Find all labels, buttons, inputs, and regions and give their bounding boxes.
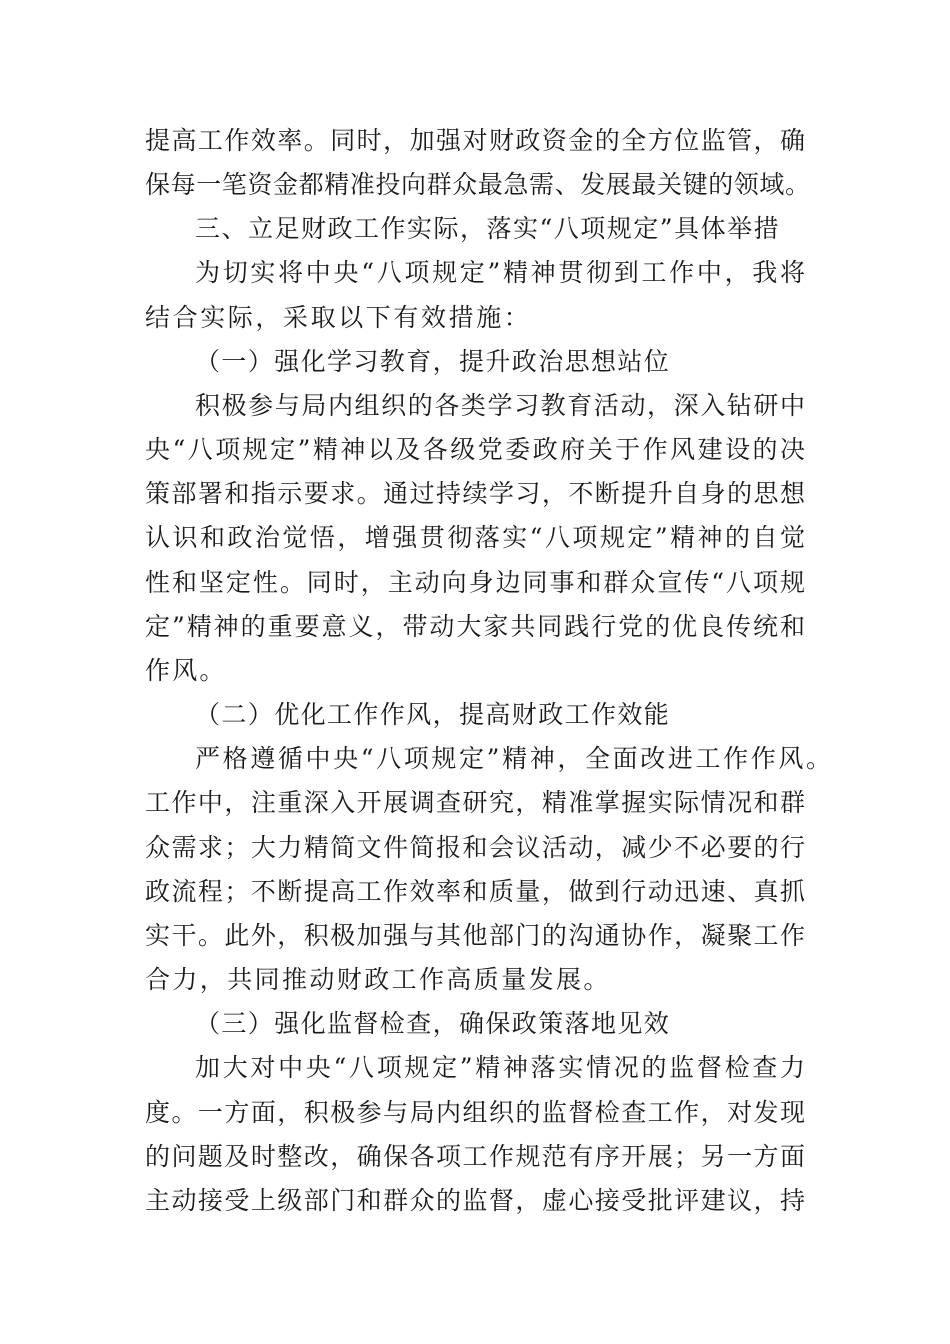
paragraph-line: 为切实将中央“八项规定”精神贯彻到工作中，我将 bbox=[195, 258, 805, 287]
paragraph-line: 的问题及时整改，确保各项工作规范有序开展；另一方面 bbox=[145, 1142, 805, 1171]
paragraph-line: 认识和政治觉悟，增强贯彻落实“八项规定”精神的自觉 bbox=[145, 523, 805, 552]
paragraph-line: 加大对中央“八项规定”精神落实情况的监督检查力 bbox=[195, 1053, 805, 1082]
paragraph-line: 度。一方面，积极参与局内组织的监督检查工作，对发现 bbox=[145, 1098, 805, 1127]
paragraph-line: 定”精神的重要意义，带动大家共同践行党的优良传统和 bbox=[145, 612, 805, 641]
paragraph-line: 政流程；不断提高工作效率和质量，做到行动迅速、真抓 bbox=[145, 877, 805, 906]
paragraph-line: 策部署和指示要求。通过持续学习，不断提升自身的思想 bbox=[145, 479, 805, 508]
paragraph-line: 积极参与局内组织的各类学习教育活动，深入钻研中 bbox=[195, 391, 805, 420]
paragraph-line: 主动接受上级部门和群众的监督，虚心接受批评建议，持 bbox=[145, 1186, 805, 1215]
paragraph-line: 提高工作效率。同时，加强对财政资金的全方位监管，确 bbox=[145, 126, 805, 155]
subsection-heading: （二）优化工作作风，提高财政工作效能 bbox=[195, 700, 671, 729]
paragraph-line: 严格遵循中央“八项规定”精神，全面改进工作作风。 bbox=[195, 744, 831, 773]
paragraph-line: 众需求；大力精简文件简报和会议活动，减少不必要的行 bbox=[145, 833, 805, 862]
subsection-heading: （一）强化学习教育，提升政治思想站位 bbox=[195, 347, 671, 376]
paragraph-line: 合力，共同推动财政工作高质量发展。 bbox=[145, 965, 611, 994]
paragraph-line: 央“八项规定”精神以及各级党委政府关于作风建设的决 bbox=[145, 435, 805, 464]
paragraph-line: 结合实际，采取以下有效措施： bbox=[145, 303, 532, 332]
paragraph-line: 性和坚定性。同时，主动向身边同事和群众宣传“八项规 bbox=[145, 568, 805, 597]
section-heading: 三、立足财政工作实际，落实“八项规定”具体举措 bbox=[195, 214, 781, 243]
subsection-heading: （三）强化监督检查，确保政策落地见效 bbox=[195, 1009, 671, 1038]
paragraph-line: 作风。 bbox=[145, 656, 227, 685]
paragraph-line: 工作中，注重深入开展调查研究，精准掌握实际情况和群 bbox=[145, 788, 805, 817]
paragraph-line: 实干。此外，积极加强与其他部门的沟通协作，凝聚工作 bbox=[145, 921, 805, 950]
paragraph-line: 保每一笔资金都精准投向群众最急需、发展最关键的领域。 bbox=[145, 170, 811, 199]
